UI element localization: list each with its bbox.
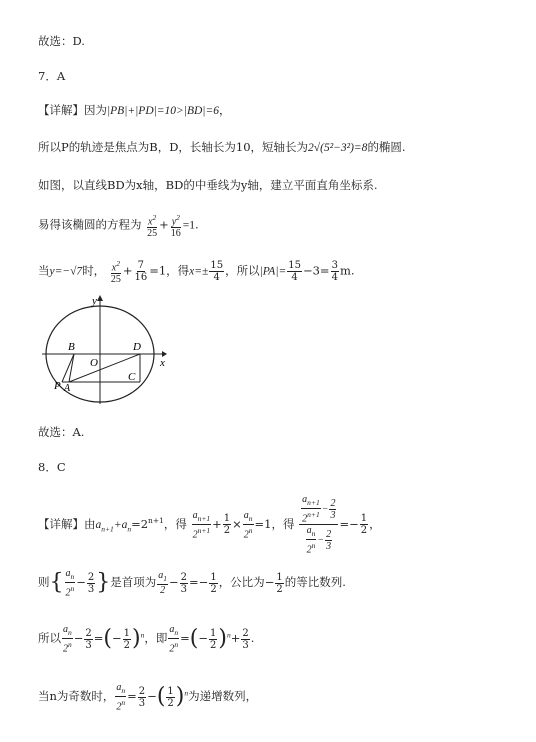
label-a: A xyxy=(64,383,71,394)
text-line-solve-pa: 当y=−√7时， $\frac{x^2}{25}$ + $\frac{7}{16}$ =1，得x=± $\frac{15}{4}$ ，所以|PA|= $\frac{15}{4}$ −3= $\frac{3}{4}$ m. xyxy=(38,259,355,286)
text-line-ellipse-trajectory: 所以P的轨迹是焦点为B，D，长轴长为10，短轴长为2√(5²−3²)=8的椭圆. xyxy=(38,140,406,154)
segment-ba xyxy=(69,354,74,382)
text-line-odd-case: 当n为奇数时， $\frac{a_n}{2^n}$ = $\frac{2}{3}$ −( $\frac{1}{2}$ )$^n$为递增数列， xyxy=(38,682,258,713)
ellipse-figure xyxy=(36,292,176,412)
label-c: C xyxy=(128,371,136,383)
segment-bp xyxy=(62,354,74,382)
problem-8-header: 8．C xyxy=(38,460,66,474)
label-x: x xyxy=(160,357,165,369)
label-p: P xyxy=(54,380,61,392)
text-line-coordinate-system: 如图，以直线BD为x轴，BD的中垂线为y轴，建立平面直角坐标系. xyxy=(38,178,378,192)
text-line-detail-8: 【详解】由$a_{n+1}+a_n=2^{n+1}$，得 $\frac{a_{n+1}}{2^{n+1}}$ + $\frac{1}{2}$ × $\frac{a_n}{2^n}$ =1，得 $\frac{a_{n+1}}{2^{n+1}}$ − $\frac{2}{3}$ $\frac{a_n}{2^n}$ − $\frac{2}{3}$ =− $\frac{1}{2}$ ， xyxy=(38,494,381,556)
label-o: O xyxy=(90,357,98,369)
text-line-geometric-sequence: 则{ $\frac{a_n}{2^n}$ − $\frac{2}{3}$ }是首项为 $\frac{a_1}{2}$ − $\frac{2}{3}$ =− $\frac{1}{2}$ ，公比为− $\frac{1}{2}$ 的等比数列. xyxy=(38,568,346,599)
label-y: y xyxy=(92,295,97,307)
text-line-detail-7: 【详解】因为|PB|+|PD|=10>|BD|=6， xyxy=(38,103,231,117)
label-d: D xyxy=(133,341,141,353)
y-axis-arrow xyxy=(97,295,103,301)
text-line-conclusion-a: 故选：A. xyxy=(38,425,85,439)
label-b: B xyxy=(68,341,75,353)
text-line-general-term: 所以 $\frac{a_n}{2^n}$ − $\frac{2}{3}$ =(− $\frac{1}{2}$ )$^n$，即 $\frac{a_n}{2^n}$ =(− $\frac{1}{2}$ )$^n$+ $\frac{2}{3}$ . xyxy=(38,624,255,655)
problem-7-header: 7．A xyxy=(38,69,66,83)
text-line-conclusion-d: 故选：D. xyxy=(38,34,85,48)
text-line-ellipse-equation: 易得该椭圆的方程为 $\frac{x^2}{25}$ + $\frac{y^2}{16}$ =1. xyxy=(38,213,199,240)
